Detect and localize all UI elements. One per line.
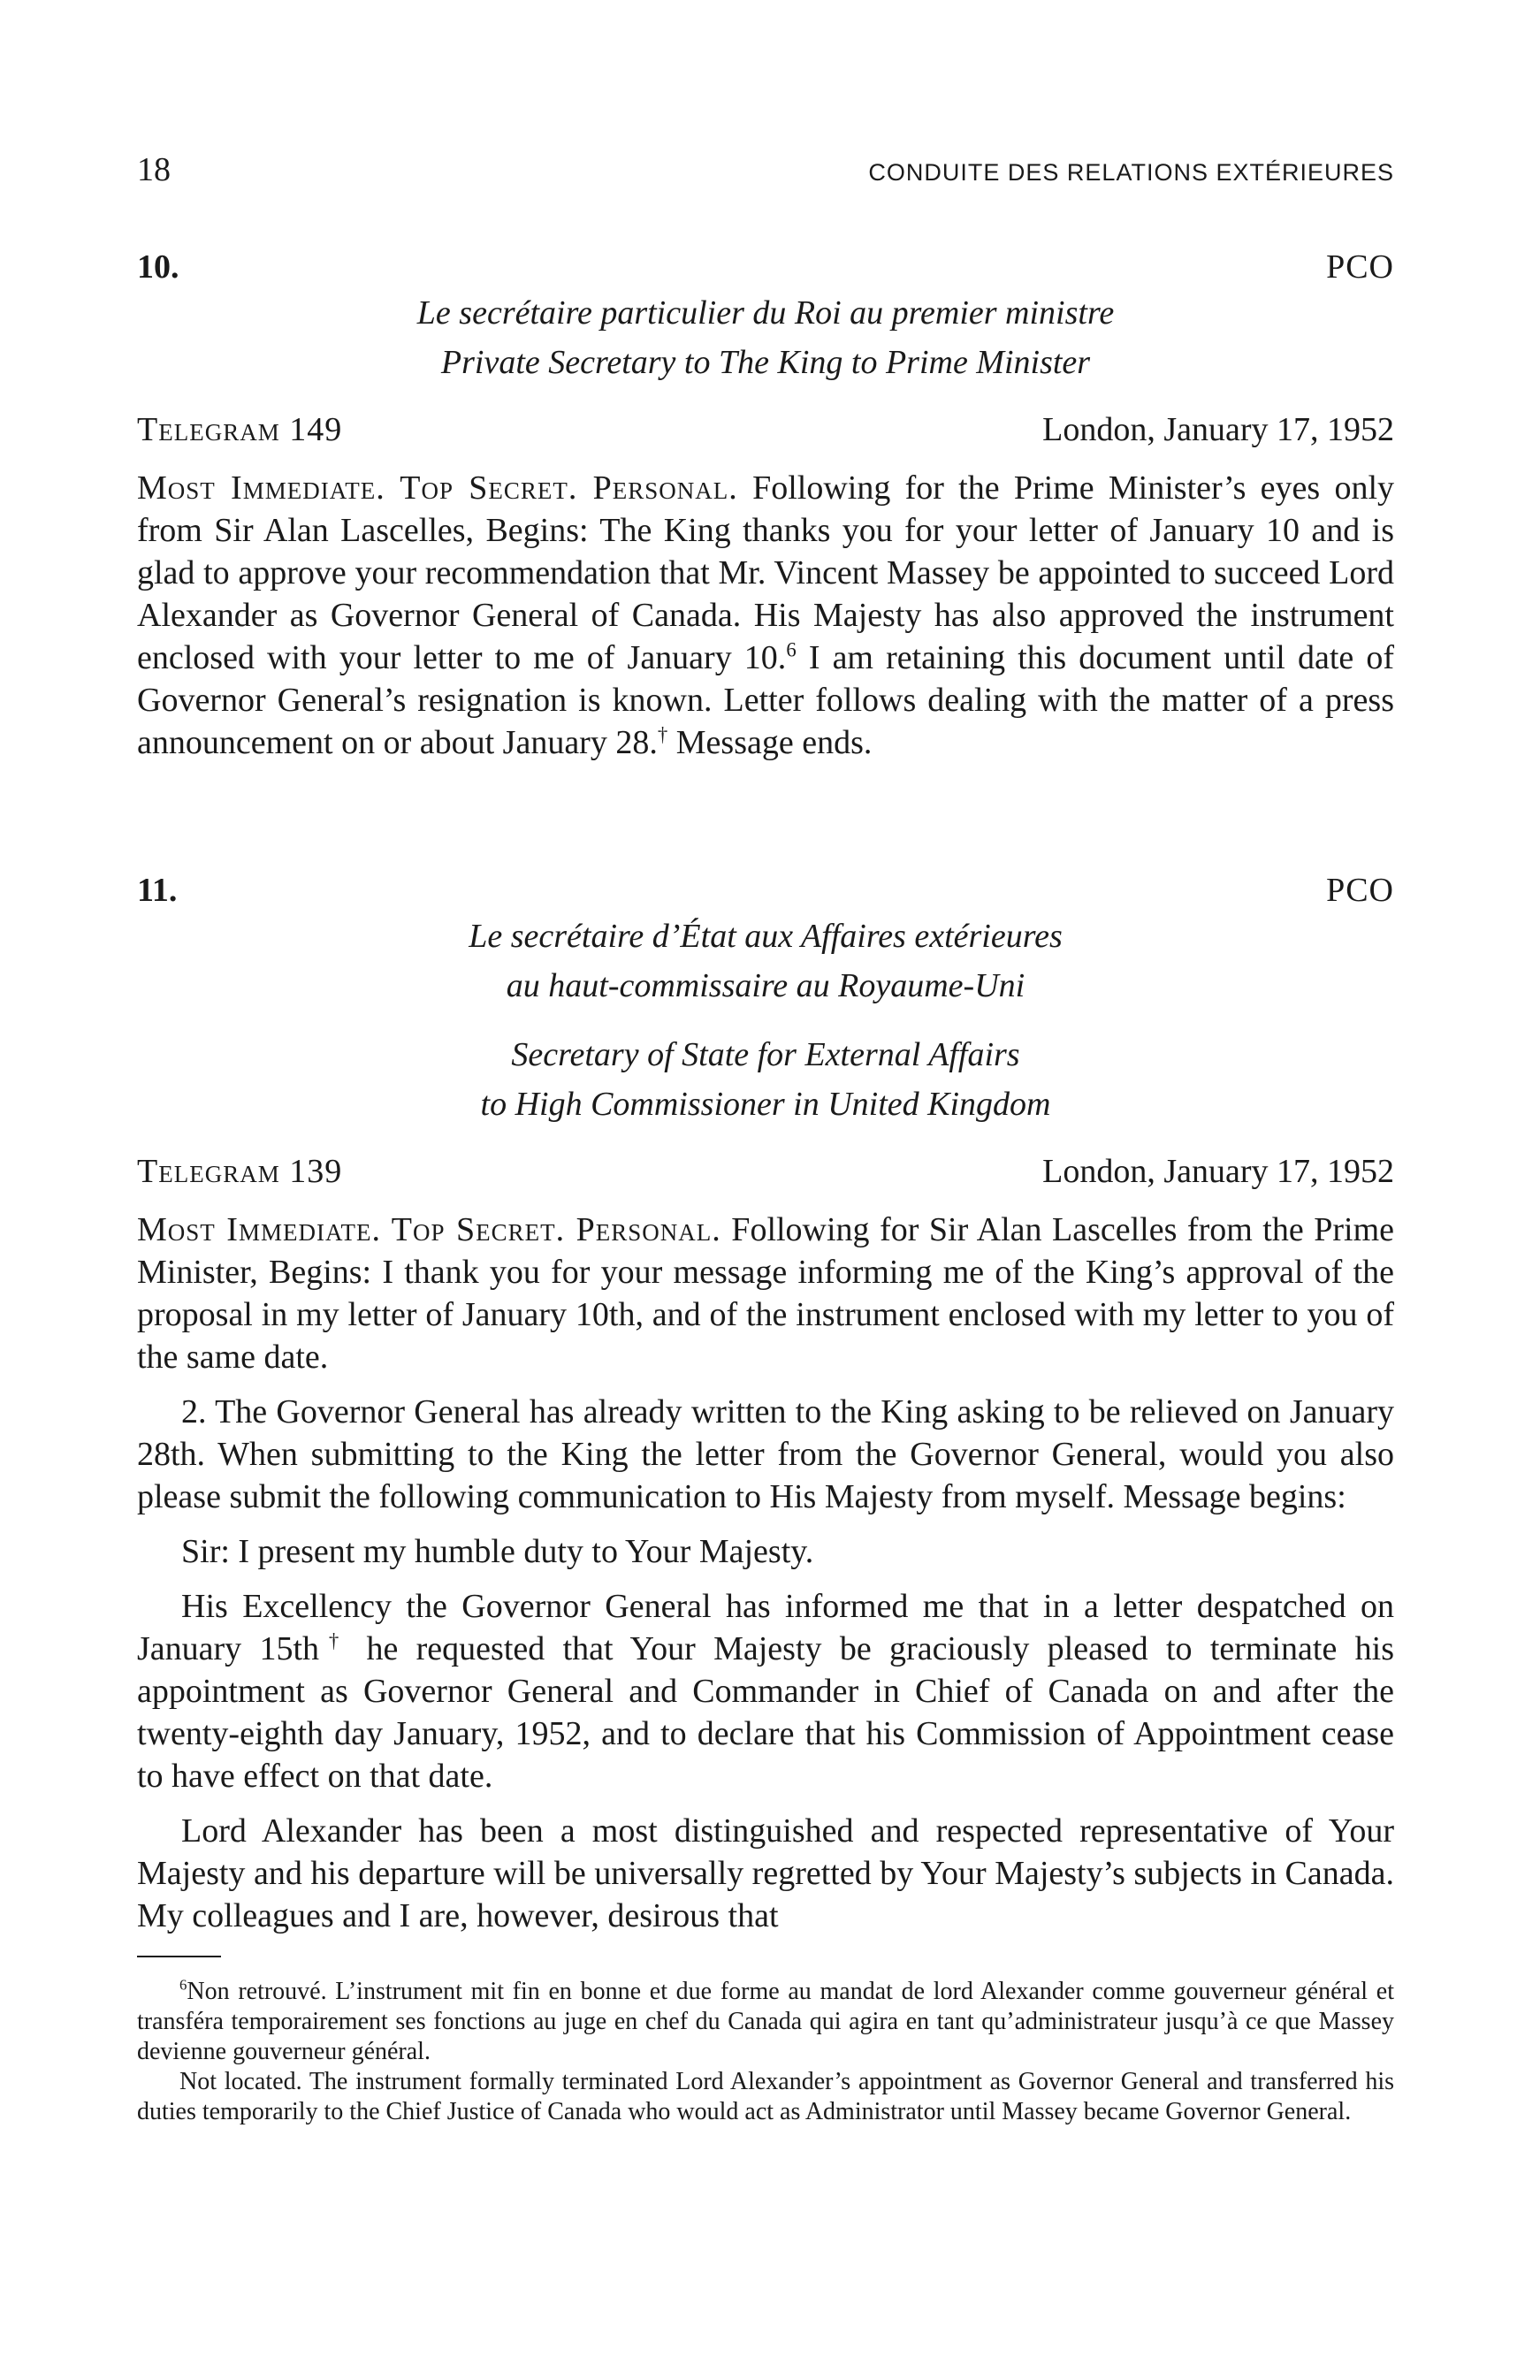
footnote-english: Not located. The instrument formally terminated Lord Alexander’s appointment as Governor General and transferred his duties temporarily to the Chief Justice of Canada who would act as Administrator until Massey became Governor General. (137, 2068, 1394, 2125)
body-text: Message ends. (667, 724, 873, 761)
title-english-line: Secretary of State for External Affairs (511, 1036, 1020, 1073)
body-text: Following for the Prime Minister’s eyes only from Sir Alan Lascelles, Begins: The King thanks you for your letter of January 10 and is glad to approve your recommendation that Mr. Vincent Massey be appointed to succeed Lord Alexander as Governor General of Canada. His Majesty has also approved the instrument enclosed with your letter to me of January 10. (137, 469, 1395, 676)
telegram-number: Telegram 149 (137, 411, 343, 448)
document-heading (137, 871, 1394, 910)
document-10 (137, 248, 1394, 764)
page-number: 18 (137, 151, 171, 188)
body-text: he requested that Your Majesty be graciously pleased to terminate his appointment as Governor General and Commander in Chief of Canada on and after the twenty-eighth day January, 1952, and to declare that his Commission of Appointment cease to have effect on that date. (137, 1630, 1394, 1795)
telegram-line (137, 410, 1394, 449)
document-number: 10. (137, 248, 179, 286)
body-paragraph: Lord Alexander has been a most distinguished and respected representative of Your Majesty and his departure will be universally regretted by Your Majesty’s subjects in Canada. My colleagues and I are, however, desirous that (137, 1812, 1394, 1934)
document-heading (137, 248, 1394, 286)
body-paragraph: 2. The Governor General has already written to the King asking to be relieved on January 28th. When submitting to the King the letter from the Governor General, would you also please submit the following communication to His Majesty from myself. Message begins: (137, 1393, 1394, 1515)
body-text: I am retaining this document until date of Governor General’s resignation is known. Letter follows dealing with the matter of a press announcement on or about January 28. (137, 639, 1394, 761)
title-english: Private Secretary to The King to Prime Minister (440, 344, 1091, 381)
title-french: Le secrétaire particulier du Roi au premier ministre (416, 294, 1115, 332)
body-paragraph (137, 1585, 1394, 1797)
footnote-rule (137, 1956, 221, 1957)
footnote-marker: 6 (786, 638, 797, 661)
title-french-line: Le secrétaire d’État aux Affaires extérieures (469, 918, 1063, 955)
running-header (137, 150, 1394, 189)
document-source: PCO (1326, 248, 1394, 286)
document-title (137, 288, 1394, 387)
running-title: CONDUITE DES RELATIONS EXTÉRIEURES (868, 159, 1394, 186)
classification: Most Immediate. Top Secret. Personal. (137, 469, 738, 507)
telegram-number: Telegram 139 (137, 1153, 343, 1190)
telegram-line (137, 1152, 1394, 1191)
classification: Most Immediate. Top Secret. Personal. (137, 1211, 721, 1248)
title-english-line: to High Commissioner in United Kingdom (480, 1086, 1051, 1123)
place-date: London, January 17, 1952 (1042, 411, 1394, 448)
footnotes (137, 1956, 1394, 2127)
body-paragraph: Sir: I present my humble duty to Your Majesty. (181, 1533, 814, 1570)
footnote-marker: 6 (179, 1976, 187, 1994)
place-date: London, January 17, 1952 (1042, 1153, 1394, 1190)
body-text: His Excellency the Governor General has informed me that in a letter despatched on January 15th (137, 1588, 1394, 1667)
body-text: Following for Sir Alan Lascelles from the Prime Minister, Begins: I thank you for your message informing me of the King’s approval of the proposal in my letter of January 10th, and of the instrument enclosed with my letter to you of the same date. (137, 1211, 1394, 1376)
body-paragraph (137, 1209, 1394, 1378)
document-source: PCO (1326, 872, 1394, 909)
document-11 (137, 871, 1394, 1937)
document-body (137, 467, 1394, 764)
footnote-marker: † (319, 1629, 349, 1652)
title-french-line: au haut-commissaire au Royaume-Uni (506, 967, 1025, 1004)
footnote-text: Non retrouvé. L’instrument mit fin en bonne et due forme au mandat de lord Alexander comme gouverneur général et transféra temporairement ses fonctions au juge en chef du Canada qui agira en tant qu’administrateur jusqu’à ce que Massey devienne gouverneur général. (137, 1978, 1394, 2065)
body-paragraph (137, 467, 1394, 764)
document-number: 11. (137, 872, 178, 909)
document-title (137, 912, 1394, 1129)
footnote-marker: † (657, 723, 668, 746)
document-body (137, 1209, 1394, 1937)
footnote-french (137, 1977, 1394, 2067)
